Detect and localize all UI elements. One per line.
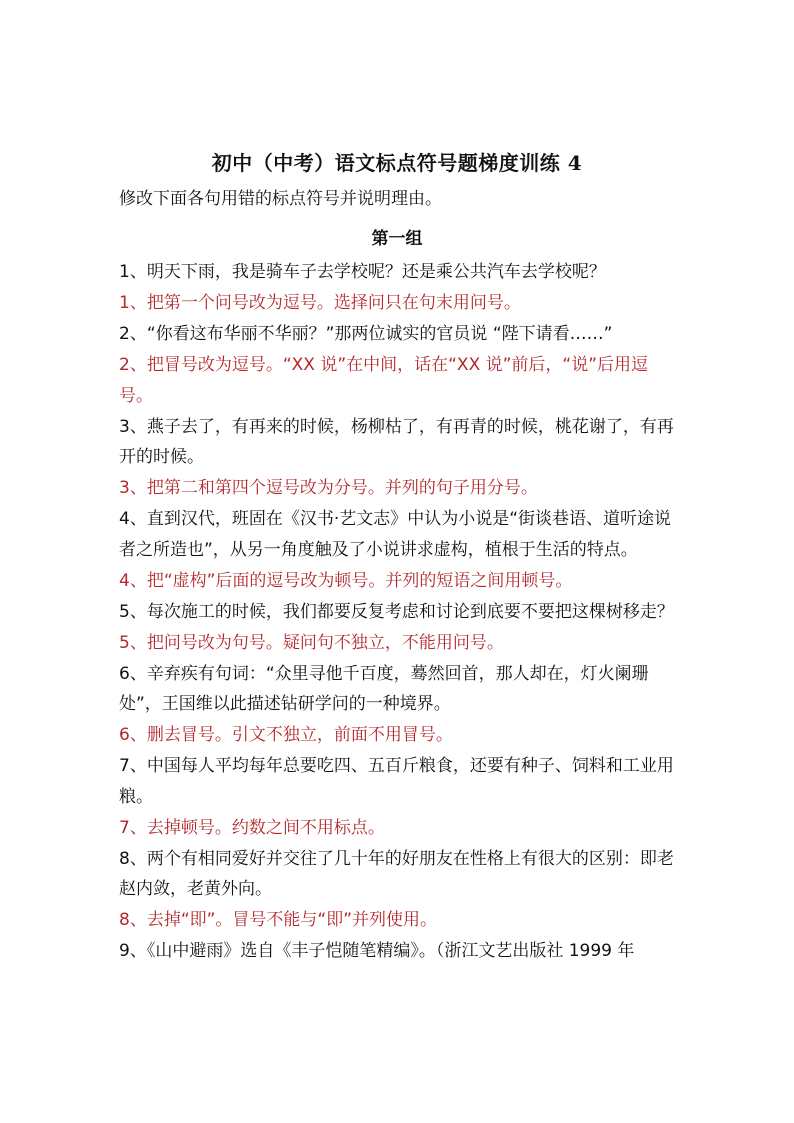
answer-item: 6、删去冒号。引文不独立，前面不用冒号。 xyxy=(119,725,453,745)
question-item: 7、中国每人平均每年总要吃四、五百斤粮食，还要有种子、饲料和工业用粮。 xyxy=(119,756,674,807)
exercise-list xyxy=(119,257,679,967)
answer-item: 2、把冒号改为逗号。“XX 说”在中间，话在“XX 说”前后，“说”后用逗号。 xyxy=(119,355,649,406)
question-item: 2、“你看这布华丽不华丽？”那两位诚实的官员说 “陛下请看……” xyxy=(119,324,613,344)
answer-item: 3、把第二和第四个逗号改为分号。并列的句子用分号。 xyxy=(119,478,538,498)
question-item: 9、《山中避雨》选自《丰子恺随笔精编》。（浙江文艺出版社 1999 年 xyxy=(119,941,635,961)
question-item: 8、两个有相同爱好并交往了几十年的好朋友在性格上有很大的区别：即老赵内敛，老黄外向。 xyxy=(119,848,674,899)
group-title: 第一组 xyxy=(371,229,423,249)
answer-item: 1、把第一个问号改为逗号。选择问只在句末用问号。 xyxy=(119,293,521,313)
answer-item: 8、去掉“即”。冒号不能与“即”并列使用。 xyxy=(119,910,438,930)
answer-item: 4、把“虚构”后面的逗号改为顿号。并列的短语之间用顿号。 xyxy=(119,570,573,591)
question-item: 4、直到汉代，班固在《汉书·艺文志》中认为小说是“街谈巷语、道听途说者之所造也”，从另一角度触及了小说讲求虚构，植根于生活的特点。 xyxy=(119,509,672,560)
answer-item: 7、去掉顿号。约数之间不用标点。 xyxy=(119,817,385,838)
question-item: 5、每次施工的时候，我们都要反复考虑和讨论到底要不要把这棵树移走？ xyxy=(119,601,674,622)
question-item: 6、辛弃疾有句词：“众里寻他千百度，蓦然回首，那人却在，灯火阑珊处”，王国维以此描述钻研学问的一种境界。 xyxy=(119,663,649,714)
page-title: 初中（中考）语文标点符号题梯度训练 4 xyxy=(211,151,583,175)
answer-item: 5、把问号改为句号。疑问句不独立，不能用问号。 xyxy=(119,632,504,653)
question-item: 3、燕子去了，有再来的时候，杨柳枯了，有再青的时候，桃花谢了，有再开的时候。 xyxy=(119,416,674,467)
instruction-text: 修改下面各句用错的标点符号并说明理由。 xyxy=(119,189,442,209)
question-item: 1、明天下雨，我是骑车子去学校呢？还是乘公共汽车去学校呢？ xyxy=(119,262,606,282)
